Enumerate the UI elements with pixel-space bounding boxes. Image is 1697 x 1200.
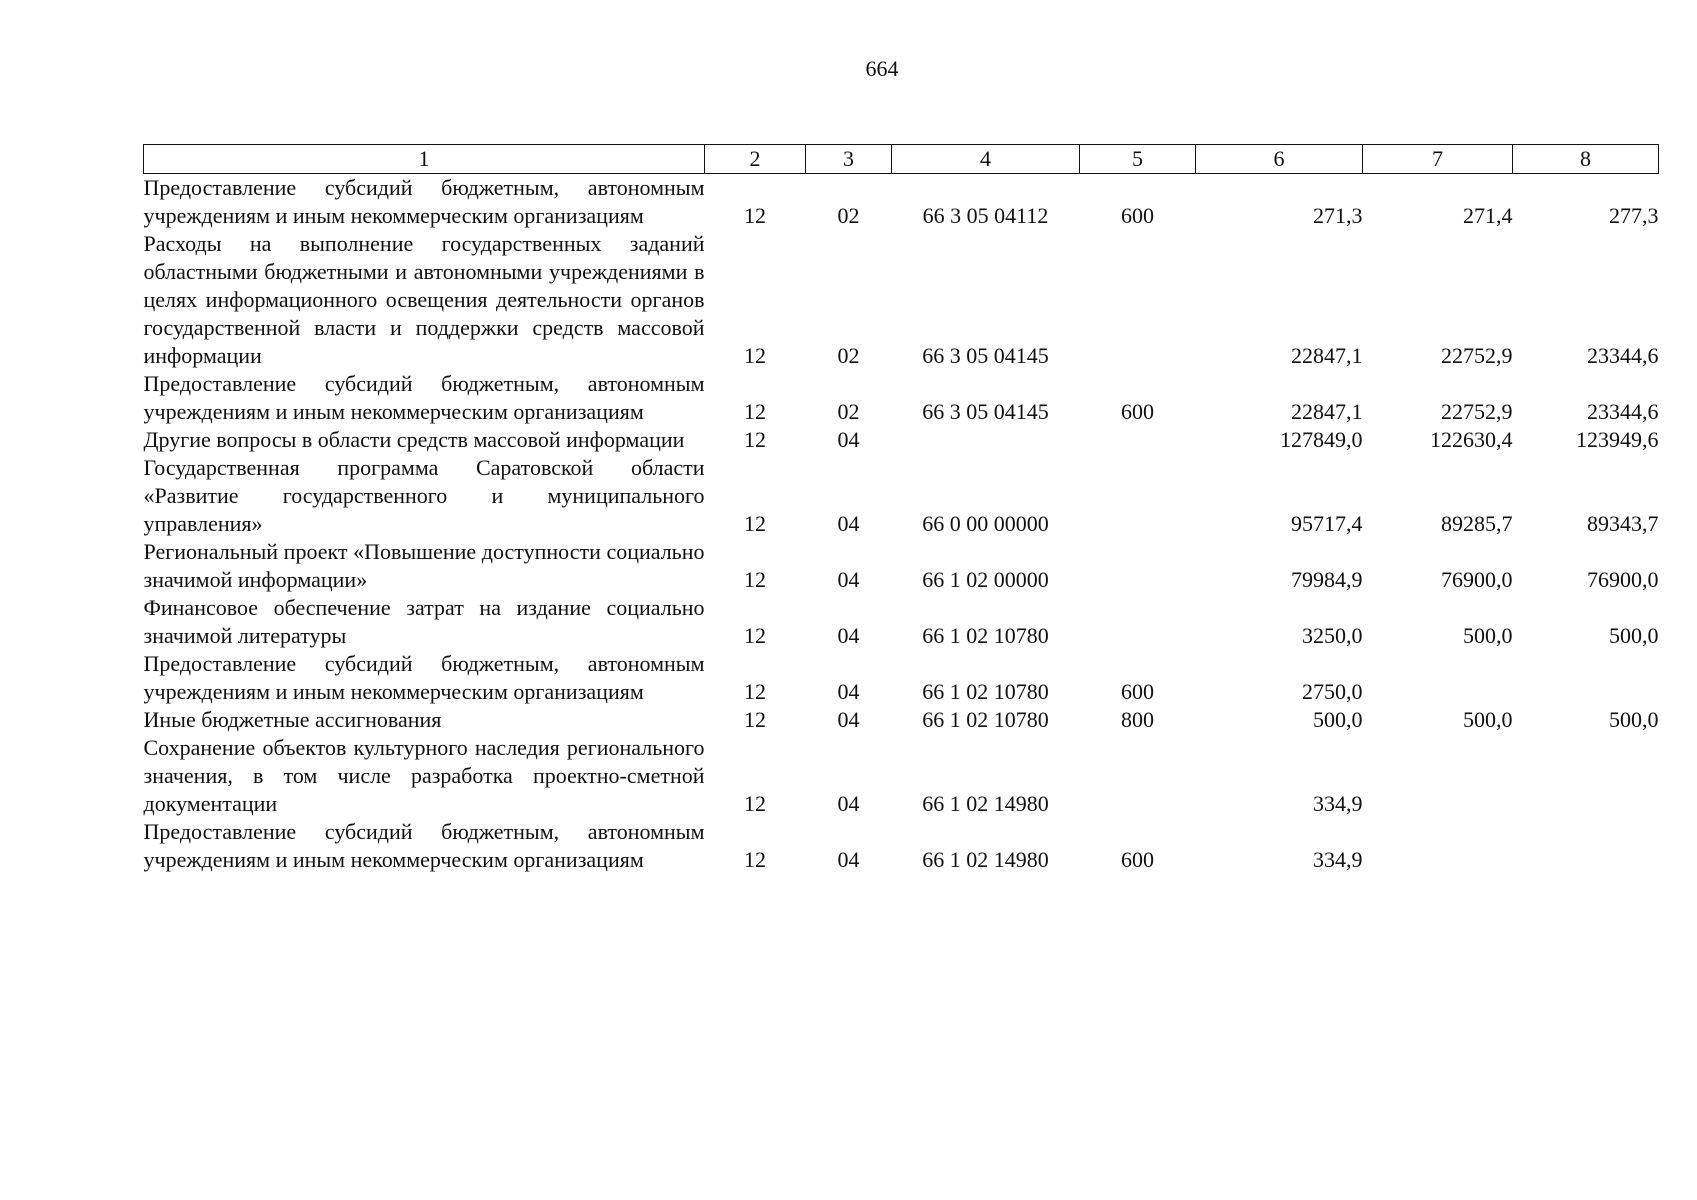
table-row — [144, 370, 1659, 426]
section-code: 12 — [744, 679, 766, 704]
section-code: 12 — [744, 707, 766, 732]
section-code: 12 — [744, 399, 766, 424]
amount-col-6: 500,0 — [1313, 707, 1363, 732]
amount-col-8: 123949,6 — [1576, 427, 1659, 452]
table-header — [144, 145, 1659, 174]
target-article-code: 66 3 05 04112 — [922, 203, 1049, 228]
amount-col-7: 271,4 — [1463, 203, 1513, 228]
amount-col-7: 22752,9 — [1441, 399, 1513, 424]
section-code: 12 — [744, 567, 766, 592]
table-row — [144, 734, 1659, 818]
item-name: Региональный проект «Повышение доступности социально значимой информации» — [143, 539, 705, 592]
amount-col-6: 3250,0 — [1302, 623, 1363, 648]
amount-col-6: 334,9 — [1313, 847, 1363, 872]
expense-type-code — [1080, 594, 1196, 650]
target-article-code: 66 0 00 00000 — [922, 511, 1049, 536]
header-cell-6: 6 — [1196, 145, 1363, 174]
target-article-code: 66 1 02 00000 — [922, 567, 1049, 592]
amount-col-8: 89343,7 — [1587, 511, 1659, 536]
table-row — [144, 818, 1659, 874]
section-code: 12 — [744, 623, 766, 648]
budget-table — [143, 144, 1659, 874]
header-cell-8: 8 — [1513, 145, 1659, 174]
table-row — [144, 650, 1659, 706]
amount-col-8: 23344,6 — [1587, 343, 1659, 368]
item-name: Предоставление субсидий бюджетным, автономным учреждениям и иным некоммерческим организациям — [143, 651, 705, 704]
table-row — [144, 538, 1659, 594]
amount-col-7 — [1363, 650, 1513, 706]
amount-col-6: 127849,0 — [1280, 427, 1363, 452]
subsection-code: 04 — [837, 847, 860, 872]
amount-col-8 — [1513, 734, 1659, 818]
header-cell-1: 1 — [144, 145, 705, 174]
expense-type-code — [1080, 454, 1196, 538]
table-row — [144, 706, 1659, 734]
table-row — [144, 426, 1659, 454]
amount-col-6: 95717,4 — [1291, 511, 1363, 536]
header-row — [144, 145, 1659, 174]
table-row — [144, 230, 1659, 370]
item-name: Предоставление субсидий бюджетным, автономным учреждениям и иным некоммерческим организациям — [143, 819, 705, 872]
amount-col-8: 277,3 — [1609, 203, 1659, 228]
expense-type-code: 600 — [1121, 399, 1154, 424]
subsection-code: 04 — [837, 707, 860, 732]
target-article-code — [892, 426, 1080, 454]
amount-col-6: 2750,0 — [1302, 679, 1363, 704]
header-cell-3: 3 — [806, 145, 892, 174]
target-article-code: 66 1 02 10780 — [922, 679, 1049, 704]
target-article-code: 66 1 02 10780 — [922, 707, 1049, 732]
amount-col-7: 22752,9 — [1441, 343, 1513, 368]
section-code: 12 — [744, 511, 766, 536]
amount-col-8 — [1513, 650, 1659, 706]
item-name: Финансовое обеспечение затрат на издание социально значимой литературы — [143, 595, 705, 648]
expense-type-code: 800 — [1121, 707, 1154, 732]
item-name: Сохранение объектов культурного наследия регионального значения, в том числе разработка проектно-сметной документации — [143, 735, 705, 816]
expense-type-code — [1080, 734, 1196, 818]
table-row — [144, 594, 1659, 650]
target-article-code: 66 1 02 14980 — [922, 791, 1049, 816]
amount-col-7 — [1363, 734, 1513, 818]
subsection-code: 04 — [837, 427, 860, 452]
section-code: 12 — [744, 203, 766, 228]
section-code: 12 — [744, 847, 766, 872]
target-article-code: 66 3 05 04145 — [922, 399, 1049, 424]
table-body — [144, 174, 1659, 875]
amount-col-7: 89285,7 — [1441, 511, 1513, 536]
amount-col-8: 500,0 — [1609, 623, 1659, 648]
subsection-code: 04 — [837, 623, 860, 648]
table-row — [144, 454, 1659, 538]
amount-col-8: 500,0 — [1609, 707, 1659, 732]
target-article-code: 66 1 02 14980 — [922, 847, 1049, 872]
expense-type-code — [1080, 230, 1196, 370]
item-name: Иные бюджетные ассигнования — [143, 707, 442, 732]
item-name: Предоставление субсидий бюджетным, автономным учреждениям и иным некоммерческим организациям — [143, 175, 705, 228]
expense-type-code: 600 — [1121, 847, 1154, 872]
subsection-code: 02 — [837, 399, 860, 424]
amount-col-6: 79984,9 — [1291, 567, 1363, 592]
header-cell-4: 4 — [892, 145, 1080, 174]
amount-col-7: 500,0 — [1463, 707, 1513, 732]
target-article-code: 66 3 05 04145 — [922, 343, 1049, 368]
amount-col-7: 122630,4 — [1430, 427, 1513, 452]
item-name: Расходы на выполнение государственных заданий областными бюджетными и автономными учреждениями в целях информационного освещения деятельности органов государственной власти и поддержки средств массовой информации — [143, 231, 705, 368]
expense-type-code: 600 — [1121, 679, 1154, 704]
target-article-code: 66 1 02 10780 — [922, 623, 1049, 648]
item-name: Предоставление субсидий бюджетным, автономным учреждениям и иным некоммерческим организациям — [143, 371, 705, 424]
amount-col-6: 22847,1 — [1291, 343, 1363, 368]
section-code: 12 — [744, 791, 766, 816]
amount-col-8: 76900,0 — [1587, 567, 1659, 592]
table-row — [144, 174, 1659, 231]
expense-type-code: 600 — [1121, 203, 1154, 228]
subsection-code: 02 — [837, 203, 860, 228]
section-code: 12 — [744, 427, 766, 452]
expense-type-code — [1080, 426, 1196, 454]
header-cell-7: 7 — [1363, 145, 1513, 174]
item-name: Другие вопросы в области средств массовой информации — [143, 427, 685, 452]
header-cell-5: 5 — [1080, 145, 1196, 174]
amount-col-8 — [1513, 818, 1659, 874]
subsection-code: 04 — [837, 511, 860, 536]
subsection-code: 04 — [837, 567, 860, 592]
page-number: 664 — [865, 56, 899, 81]
amount-col-6: 334,9 — [1313, 791, 1363, 816]
amount-col-7: 500,0 — [1463, 623, 1513, 648]
amount-col-6: 22847,1 — [1291, 399, 1363, 424]
header-cell-2: 2 — [705, 145, 806, 174]
amount-col-8: 23344,6 — [1587, 399, 1659, 424]
amount-col-7 — [1363, 818, 1513, 874]
item-name: Государственная программа Саратовской области «Развитие государственного и муниципального управления» — [143, 455, 705, 536]
subsection-code: 02 — [837, 343, 860, 368]
expense-type-code — [1080, 538, 1196, 594]
amount-col-7: 76900,0 — [1441, 567, 1513, 592]
amount-col-6: 271,3 — [1313, 203, 1363, 228]
subsection-code: 04 — [837, 791, 860, 816]
section-code: 12 — [744, 343, 766, 368]
subsection-code: 04 — [837, 679, 860, 704]
